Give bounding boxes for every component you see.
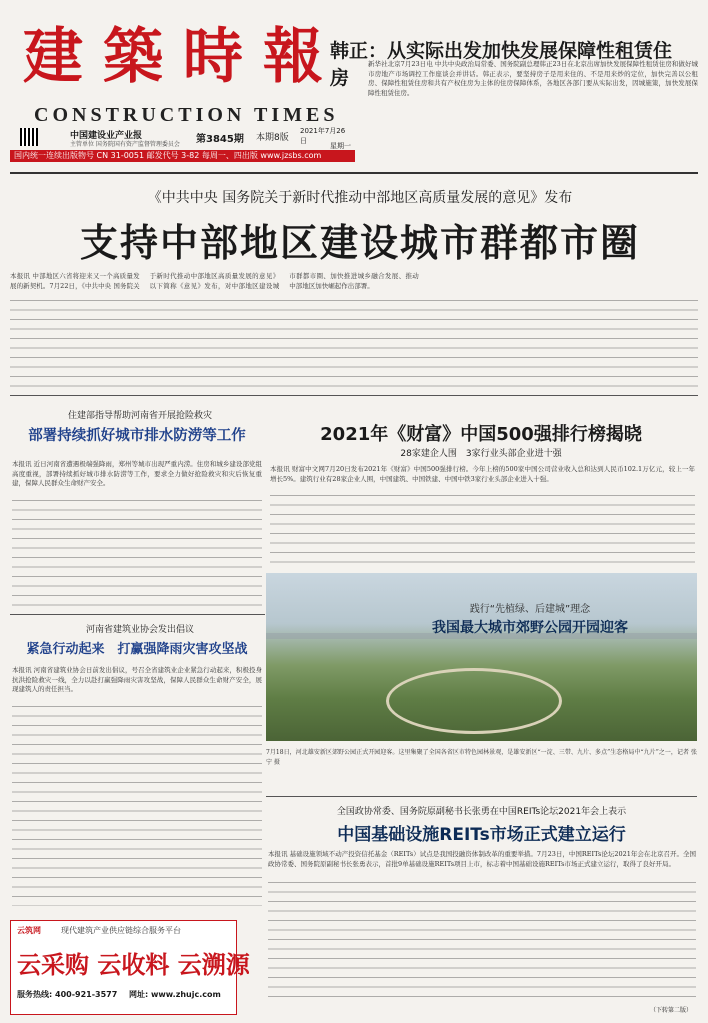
divider [10, 395, 698, 396]
logo-char-1: 建 [23, 22, 83, 92]
fortune-body-columns [270, 495, 695, 567]
reits-headline[interactable]: 中国基础设施REITs市场正式建立运行 [337, 825, 626, 845]
ad-website [129, 989, 221, 1000]
lead-headline[interactable]: 支持中部地区建设城市群都市圈 [79, 220, 640, 265]
reits-body: 本报讯 基础设施领域不动产投资信托基金（REITs）试点是我国投融资体制改革的重要举措。7月23日，中国REITs论坛2021年会在北京召开。全国政协常委、国务院原副秘书长张勇表示，首批9单基础设施REITs项目上市，标志着中国基础设施REITs市场正式建立运行，取得了良好开局。 [268, 850, 696, 868]
logo-char-2: 築 [103, 22, 163, 92]
fortune-headline[interactable]: 2021年《财富》中国500强排行榜揭晓 [320, 424, 642, 445]
reits-body-columns [268, 882, 696, 1002]
ad-brand: 云筑网 [17, 926, 41, 935]
left2-headline[interactable]: 紧急行动起来 打赢强降雨灾害攻坚战 [26, 642, 248, 657]
masthead [10, 8, 360, 128]
fortune-subhead: 28家建企人围 3家行业头部企业进十强 [400, 449, 562, 459]
sponsor: 主管单位 国务院国有资产监督管理委员会 [70, 141, 180, 148]
weekday: 星期一 [330, 142, 351, 150]
photo-headline[interactable]: 我国最大城市郊野公园开园迎客 [432, 620, 628, 636]
left2-kicker: 河南省建筑业协会发出倡议 [85, 625, 194, 635]
divider [266, 796, 697, 797]
top-story-body: 新华社北京7月23日电 中共中央政治局常委、国务院副总理韩正23日在北京出席加快发展保障性租赁住房和做好城市房地产市场调控工作座谈会并讲话。韩正表示，要坚持房子是用来住的、不是用来炒的定位，加快完善以公租房、保障性租赁住房和共有产权住房为主体的住房保障体系，各地区各部门要从实际出发，因城施策，加快发展保障性租赁住房。 [368, 60, 698, 97]
ad-tagline: 现代建筑产业供应链综合服务平台 [61, 926, 181, 935]
left1-body: 本报讯 近日河南省遭遇极端强降雨，郑州等城市出现严重内涝。住房和城乡建设部党组高度重视，部署持续抓好城市排水防涝等工作，要求全力做好抢险救灾和灾后恢复重建，保障人民群众生命财产安全。 [12, 460, 262, 487]
left1-headline[interactable]: 部署持续抓好城市排水防涝等工作 [28, 428, 246, 444]
left2-body-columns [12, 706, 262, 906]
issue-number: 第3845期 [196, 134, 244, 145]
pages-count: 本期8版 [256, 133, 289, 143]
top-story-headline[interactable]: 韩正：从实际出发加快发展保障性租赁住房 [330, 40, 673, 89]
left2-body: 本报讯 河南省建筑业协会日前发出倡议，号召全省建筑业企业紧急行动起来，积极投身抗洪抢险救灾一线，全力以赴打赢强降雨灾害攻坚战，保障人民群众生命财产安全，展现建筑人的责任担当。 [12, 666, 262, 693]
park-photo [266, 573, 697, 741]
lead-body: 本报讯 中部地区六省将迎来又一个高质量发展的新契机。7月22日，《中共中央 国务院关于新时代推动中部地区高质量发展的意见》以下简称《意见》发布，对中部地区建设城市群都市圈、加快推进城乡融合发展、推动中部地区加快崛起作出部署。 [10, 272, 419, 290]
ad-hotline [17, 989, 117, 1000]
ad-website-url: www.zhujc.com [151, 990, 221, 999]
fortune-body: 本报讯 财富中文网7月20日发布2021年《财富》中国500强排行榜。今年上榜的500家中国公司营业收入总和达到人民币102.1万亿元，较上一年增长5%。建筑行业有28家企业人围，中国建筑、中国铁建、中国中铁3家行业头部企业进入十强。 [270, 465, 695, 483]
logo-char-4: 報 [263, 22, 323, 92]
publisher: 中国建设业产业报 [70, 131, 143, 141]
english-name: CONSTRUCTION TIMES [34, 104, 339, 126]
logo-char-3: 時 [183, 22, 243, 92]
continued-note: （下转第二版） [650, 1007, 693, 1014]
qr-code-icon [20, 128, 38, 146]
lead-kicker: 《中共中央 国务院关于新时代推动中部地区高质量发展的意见》发布 [147, 190, 573, 206]
left1-body-columns [12, 500, 262, 608]
left1-kicker: 住建部指导帮助河南省开展抢险救灾 [67, 411, 212, 421]
advertisement[interactable] [10, 920, 250, 1015]
photo-kicker: 践行“先植绿、后建城”理念 [469, 604, 591, 615]
ad-hotline-number: 400-921-3577 [55, 990, 118, 999]
park-road-loop [386, 668, 562, 734]
ad-slogan: 云采购 云收料 云溯源 [17, 951, 250, 979]
issue-bar: 国内统一连续出版物号 CN 31-0051 邮发代号 3-82 每周一、四出版 www.jzsbs.com [10, 150, 355, 162]
lead-body-columns [10, 300, 698, 388]
ad-website-label: 网址: [129, 990, 149, 999]
ad-hotline-label: 服务热线: [17, 990, 53, 999]
divider [10, 172, 698, 174]
reits-kicker: 全国政协常委、国务院原副秘书长张勇在中国REITs论坛2021年会上表示 [336, 807, 627, 817]
divider [10, 614, 265, 615]
photo-caption: 7月18日，河北雄安新区郊野公园正式开园迎客。这里集聚了全国各省区市特色园林景观，是雄安新区“一淀、三带、九片、多点”生态格局中“九片”之一，记者 张宁 摄 [266, 749, 697, 766]
issue-date: 2021年7月26日 [300, 127, 346, 145]
